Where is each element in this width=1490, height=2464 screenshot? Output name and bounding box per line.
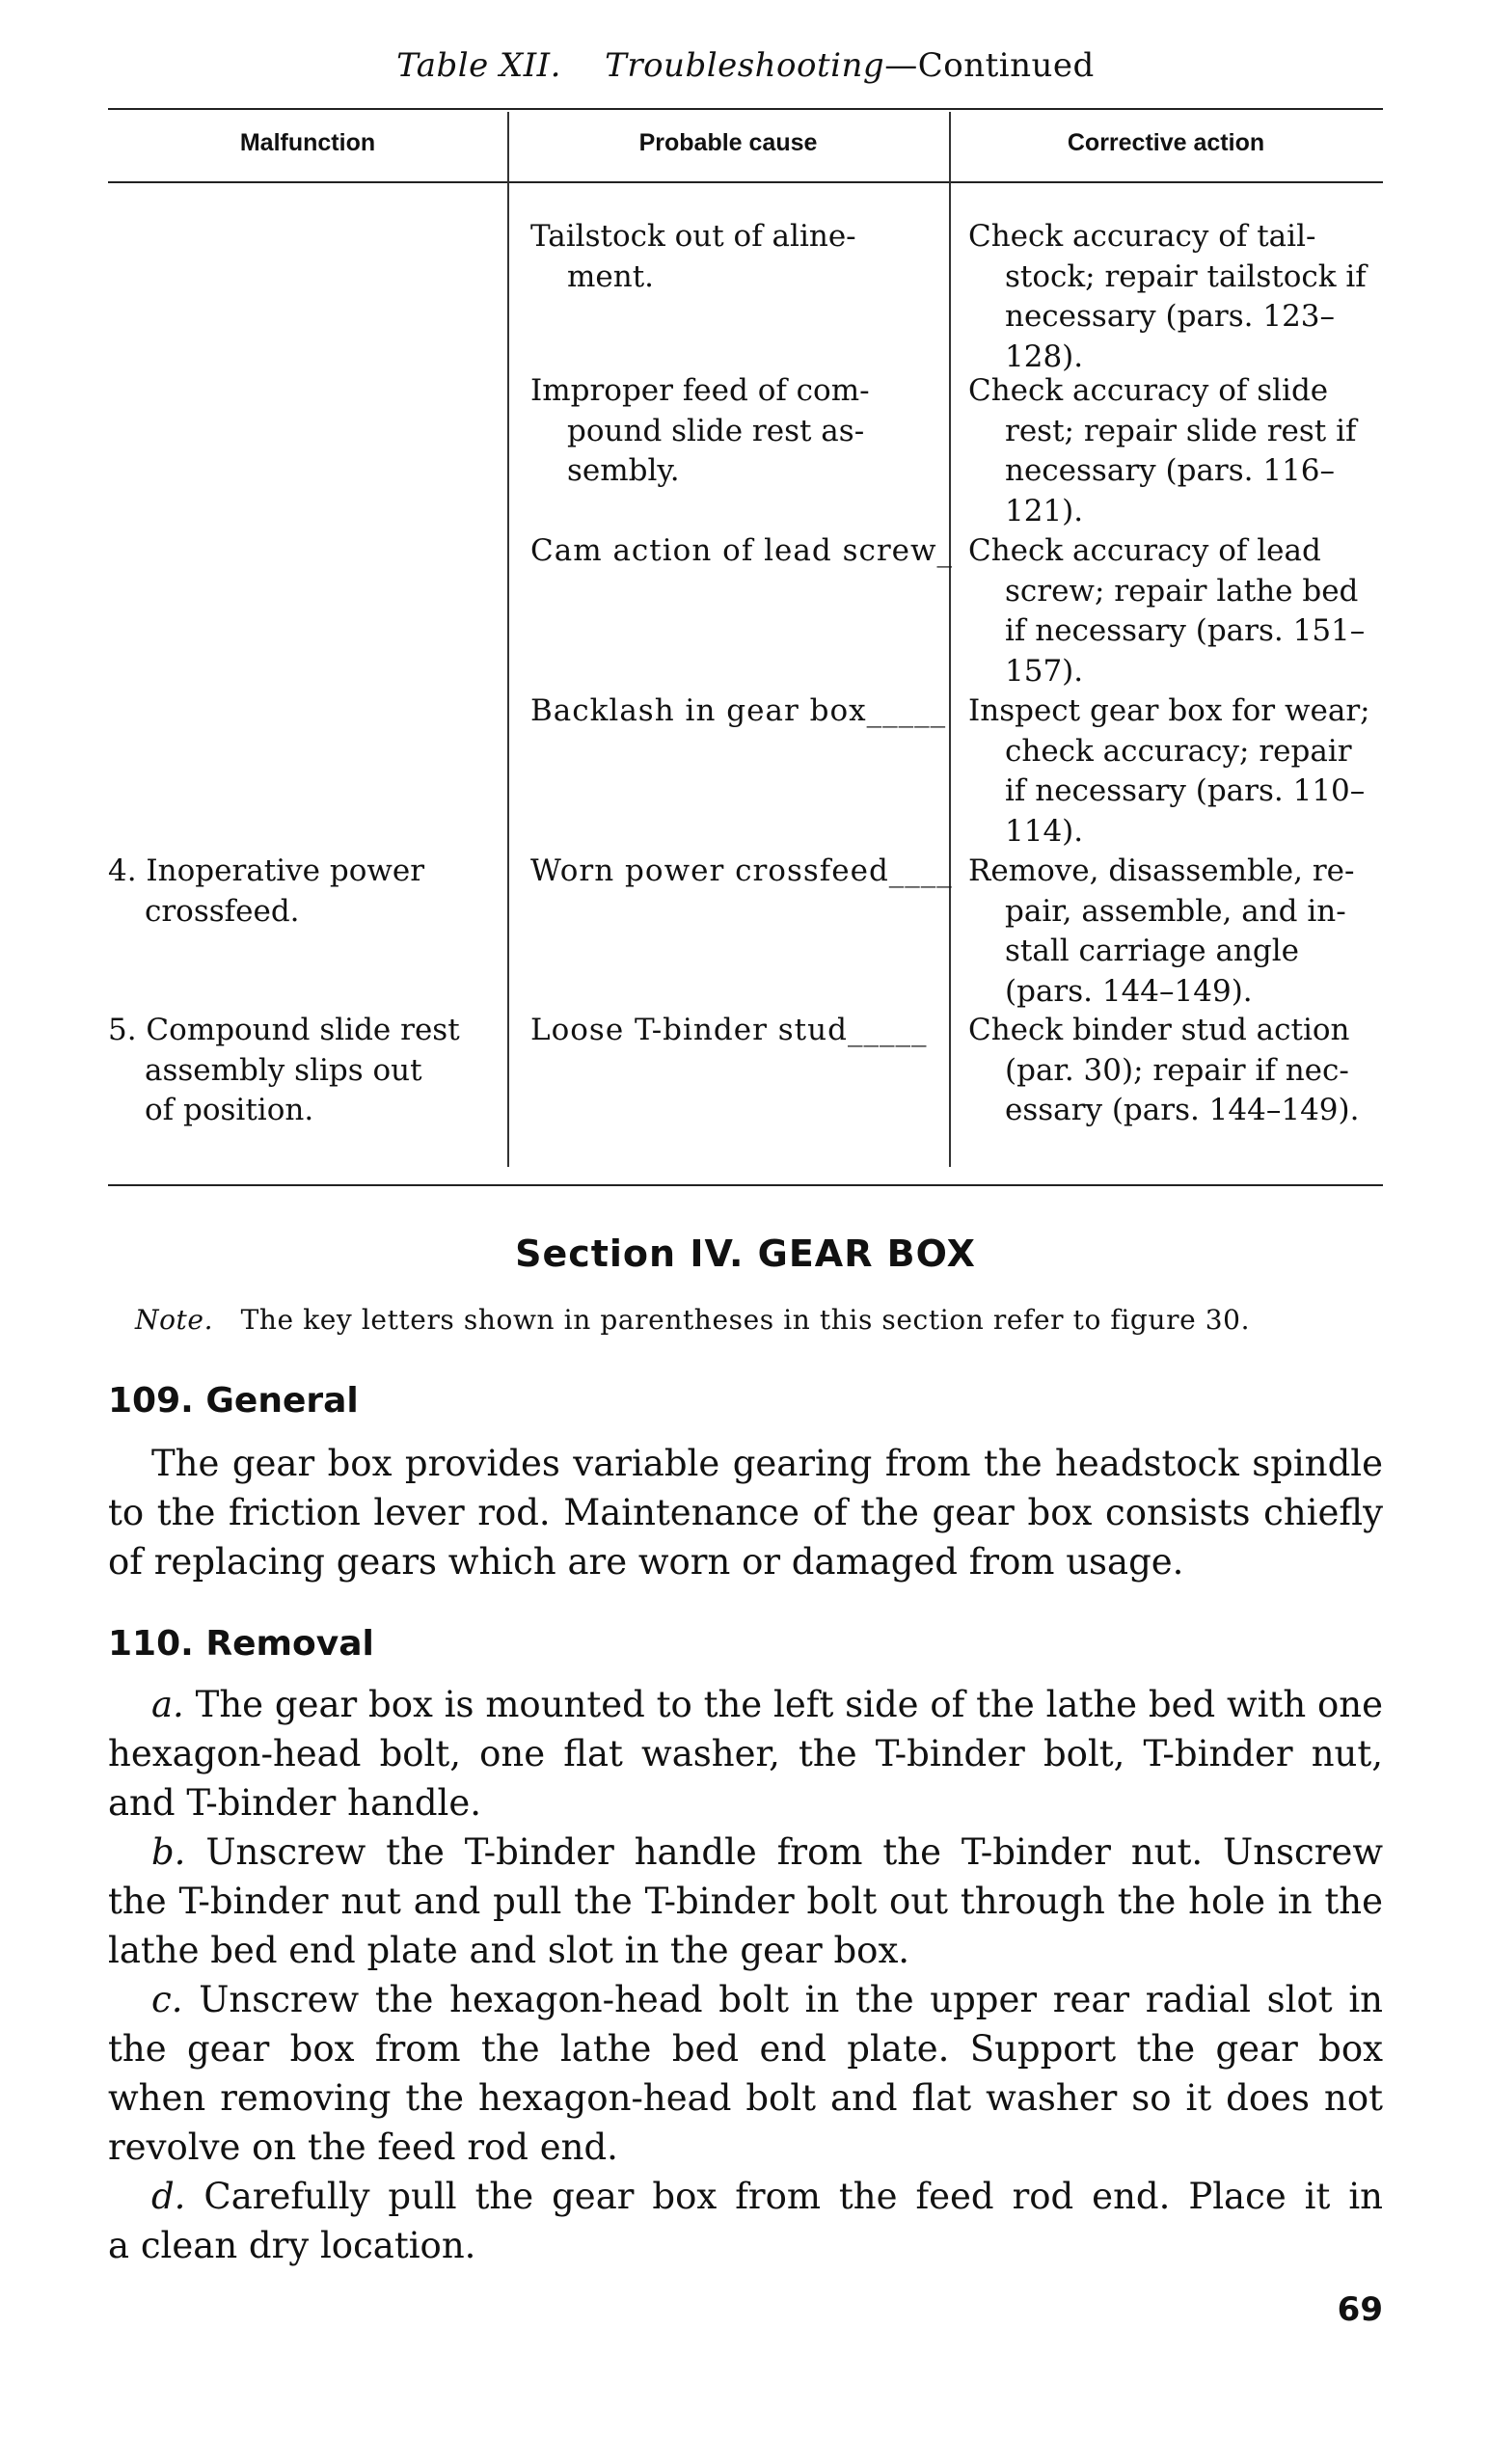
action-line: Check accuracy of lead — [968, 533, 1321, 568]
malfunction-5 — [108, 1011, 460, 1131]
paragraph-line: a clean dry location. — [108, 2225, 476, 2266]
paragraph-line: lathe bed end plate and slot in the gear box. — [108, 1930, 910, 1971]
page-number: 69 — [1337, 2290, 1383, 2329]
paragraph-line: to the friction lever rod. Maintenance of the gear box consists chiefly — [108, 1492, 1383, 1533]
cause-line: Cam action of lead screw_ — [530, 533, 954, 568]
paragraph-line: and T-binder handle. — [108, 1782, 482, 1824]
action-line: necessary (pars. 116– — [1005, 453, 1336, 488]
heading-110-removal: 110. Removal — [108, 1624, 374, 1664]
cause-line: sembly. — [567, 453, 680, 488]
action-line: 157). — [1005, 653, 1084, 689]
paragraph-line: the gear box from the lathe bed end plate. Support the gear box — [108, 2028, 1383, 2070]
paragraph-line — [108, 1680, 1383, 1729]
item-key-b: b. — [151, 1831, 186, 1873]
cause-loose-binder-stud — [530, 1011, 927, 1051]
action-line: if necessary (pars. 110– — [1005, 773, 1366, 808]
action-line: 121). — [1005, 493, 1084, 528]
paragraph-line — [108, 1975, 1383, 2024]
malfunction-4 — [108, 852, 424, 932]
cause-backlash — [530, 691, 946, 732]
action-line: 114). — [1005, 813, 1084, 849]
paragraph-line: hexagon-head bolt, one flat washer, the T-binder bolt, T-binder nut, — [108, 1733, 1383, 1774]
action-line: stall carriage angle — [1005, 934, 1300, 968]
action-line: necessary (pars. 123– — [1005, 299, 1336, 334]
paragraph-109 — [108, 1439, 1383, 1586]
section-note — [135, 1304, 1250, 1336]
paragraph-line — [108, 2172, 1383, 2221]
action-line: Remove, disassemble, re- — [968, 853, 1355, 888]
paragraph-110-a — [108, 1680, 1383, 1828]
cause-line: Backlash in gear box_____ — [530, 693, 947, 728]
section-title: Section IV. GEAR BOX — [515, 1232, 976, 1275]
cause-line: Tailstock out of aline- — [530, 219, 856, 254]
action-slide-rest — [968, 371, 1356, 531]
paragraph-110-b — [108, 1828, 1383, 1975]
malfunction-line: of position. — [145, 1093, 314, 1127]
paragraph-line: when removing the hexagon-head bolt and flat washer so it does not — [108, 2077, 1383, 2119]
action-tailstock — [968, 217, 1367, 377]
table-bottom-rule — [108, 1184, 1383, 1186]
paragraph-line — [108, 1828, 1383, 1877]
column-divider-1 — [507, 112, 509, 1167]
item-key-c: c. — [151, 1979, 183, 2020]
action-line: Check binder stud action — [968, 1013, 1350, 1047]
paragraph-line: the T-binder nut and pull the T-binder bolt out through the hole in the — [108, 1881, 1383, 1922]
table-caption-number: Table XII. — [396, 46, 561, 85]
paragraph-line: The gear box provides variable gearing from the headstock spindle — [151, 1443, 1383, 1484]
paragraph-110-c — [108, 1975, 1383, 2172]
action-line: 128). — [1005, 338, 1084, 374]
table-caption-title: Troubleshooting — [605, 46, 885, 85]
cause-line: ment. — [567, 258, 655, 294]
action-line: pair, assemble, and in- — [1005, 893, 1346, 929]
table-top-rule — [108, 108, 1383, 110]
paragraph-110-d — [108, 2172, 1383, 2270]
action-line: Inspect gear box for wear; — [968, 693, 1370, 728]
paragraph-line: of replacing gears which are worn or damaged from usage. — [108, 1541, 1184, 1583]
action-crossfeed — [968, 852, 1354, 1012]
header-corrective-action: Corrective action — [1067, 129, 1265, 156]
action-line: if necessary (pars. 151– — [1005, 613, 1366, 648]
malfunction-line: 4. Inoperative power — [108, 853, 425, 888]
action-gear-box — [968, 691, 1370, 852]
action-line: (pars. 144–149). — [1005, 973, 1253, 1009]
action-line: Check accuracy of tail- — [968, 219, 1316, 254]
table-header-rule — [108, 181, 1383, 183]
malfunction-line: 5. Compound slide rest — [108, 1013, 460, 1047]
note-text: The key letters shown in parentheses in this section refer to figure 30. — [240, 1304, 1251, 1336]
cause-improper-feed — [530, 371, 870, 492]
heading-109-general: 109. General — [108, 1381, 359, 1421]
cause-worn-crossfeed — [530, 852, 953, 892]
cause-cam-action — [530, 531, 953, 572]
malfunction-line: assembly slips out — [145, 1052, 422, 1088]
note-label: Note. — [135, 1304, 214, 1336]
table-caption — [108, 46, 1383, 85]
paragraph-text: The gear box is mounted to the left side of the lathe bed with one — [195, 1684, 1383, 1725]
paragraph-text: Unscrew the hexagon-head bolt in the upper rear radial slot in — [199, 1979, 1383, 2020]
header-probable-cause: Probable cause — [638, 129, 818, 156]
action-line: (par. 30); repair if nec- — [1005, 1052, 1349, 1088]
paragraph-text: Carefully pull the gear box from the feed rod end. Place it in — [203, 2176, 1384, 2217]
action-line: screw; repair lathe bed — [1005, 573, 1359, 609]
table-caption-suffix: —Continued — [884, 46, 1095, 85]
action-line: essary (pars. 144–149). — [1005, 1093, 1360, 1127]
action-lead-screw — [968, 531, 1365, 691]
cause-tailstock — [530, 217, 856, 297]
column-divider-2 — [949, 112, 951, 1167]
cause-line: pound slide rest as- — [567, 413, 865, 448]
malfunction-line: crossfeed. — [145, 893, 300, 929]
cause-line: Improper feed of com- — [530, 373, 870, 408]
action-binder-stud — [968, 1011, 1359, 1131]
action-line: rest; repair slide rest if — [1005, 413, 1357, 448]
item-key-a: a. — [151, 1684, 184, 1725]
action-line: Check accuracy of slide — [968, 373, 1329, 408]
paragraph-text: Unscrew the T-binder handle from the T-binder nut. Unscrew — [205, 1831, 1384, 1873]
item-key-d: d. — [151, 2176, 186, 2217]
action-line: check accuracy; repair — [1005, 733, 1352, 769]
header-malfunction: Malfunction — [239, 129, 376, 156]
cause-line: Worn power crossfeed____ — [530, 853, 953, 888]
paragraph-line: revolve on the feed rod end. — [108, 2126, 618, 2168]
action-line: stock; repair tailstock if — [1005, 258, 1367, 294]
cause-line: Loose T-binder stud_____ — [530, 1013, 928, 1047]
